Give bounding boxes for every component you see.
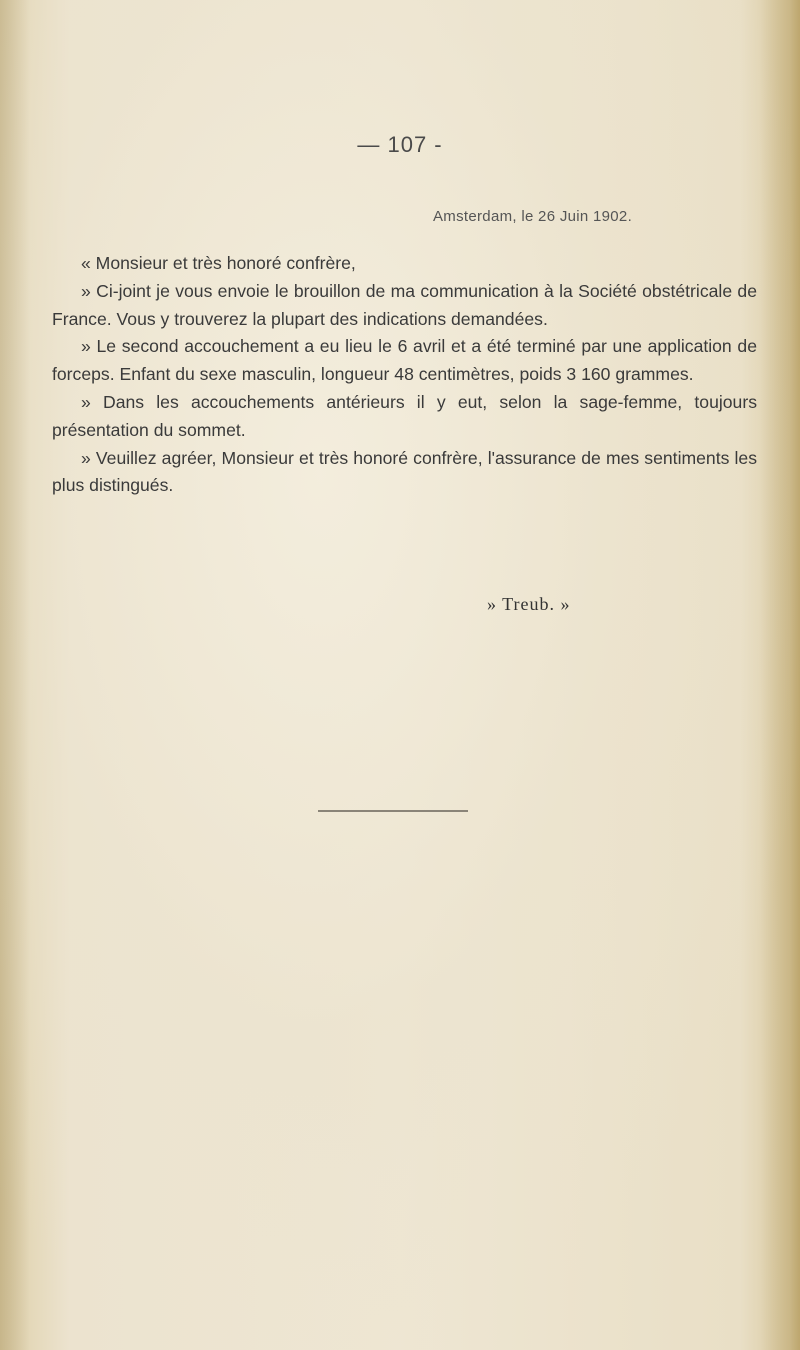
section-divider — [318, 810, 468, 812]
page-number: — 107 - — [357, 132, 443, 157]
letter-signature: » Treub. » — [487, 594, 571, 614]
letter-paragraph: » Ci-joint je vous envoie le brouillon de ma communication à la Société obstétricale de France. Vous y trouverez la plupart des indications demandées. — [52, 280, 757, 329]
letter-paragraph: » Le second accouchement a eu lieu le 6 avril et a été terminé par une application de forceps. Enfant du sexe masculin, longueur 48 centimètres, poids 3 160 grammes. — [52, 336, 757, 385]
letter-body — [52, 250, 757, 500]
letter-paragraph: » Veuillez agréer, Monsieur et très honoré confrère, l'assurance de mes sentiments les plus distingués. — [52, 447, 757, 496]
page-shadow-right — [760, 0, 800, 1350]
page-shadow-left — [0, 0, 30, 1350]
letter-dateline: Amsterdam, le 26 Juin 1902. — [433, 208, 633, 225]
letter-paragraph: » Dans les accouchements antérieurs il y eut, selon la sage-femme, toujours présentation du sommet. — [52, 391, 757, 440]
letter-salutation: « Monsieur et très honoré confrère, — [81, 253, 356, 273]
